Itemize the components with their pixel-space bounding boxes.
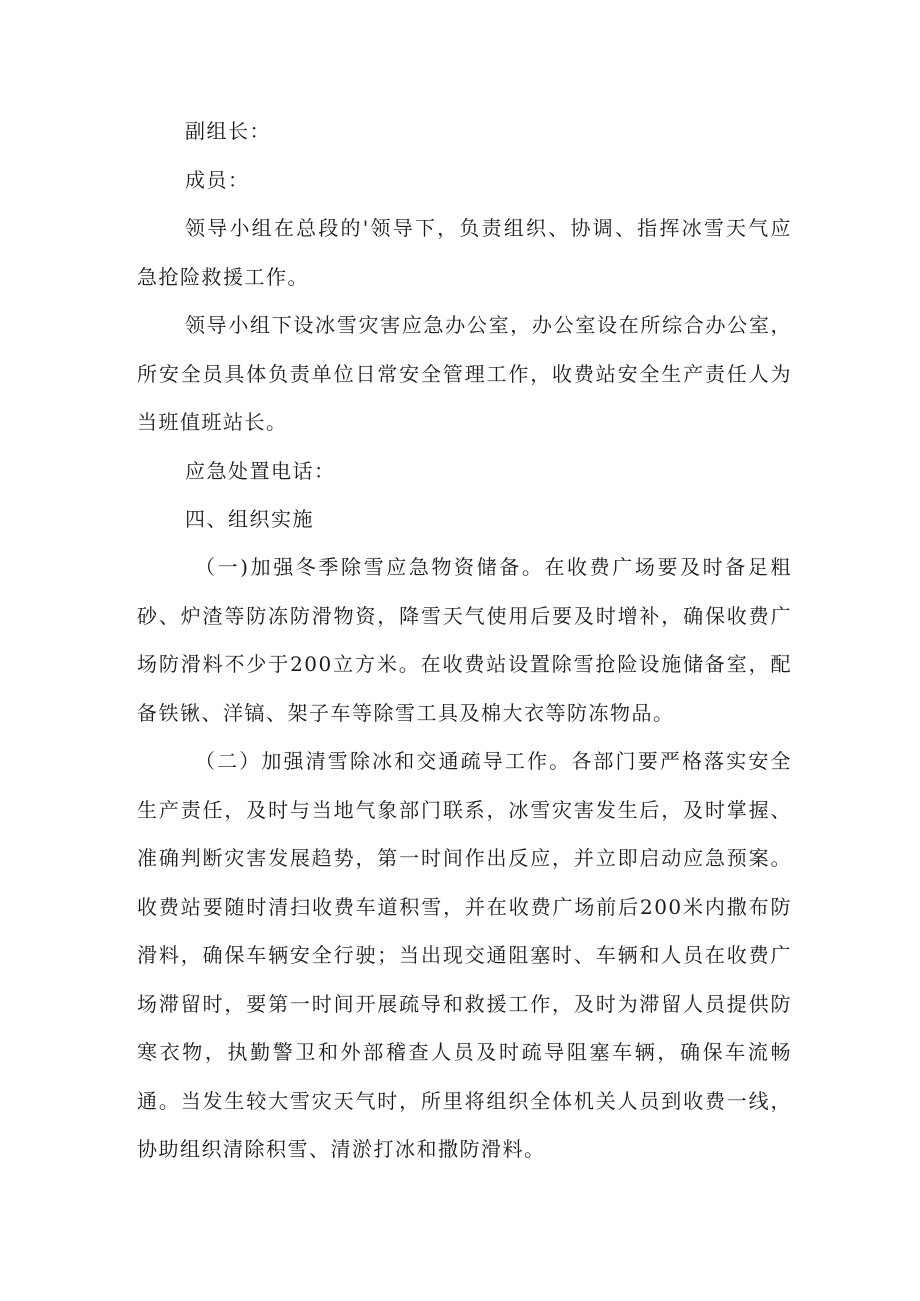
paragraph-members: 成员：: [185, 168, 250, 192]
paragraph-material-reserve: （一)加强冬季除雪应急物资储备。在收费广场要及时备足粗砂、炉渣等防冻防滑物资，降雪天气使用后要及时增补，确保收费广场防滑料不少于200立方米。在收费站设置除雪抢险设施储备室，配备铁锹、洋镐、架子车等除雪工具及棉大衣等防冻物品。: [137, 555, 792, 725]
paragraph-snow-clearing: （二）加强清雪除冰和交通疏导工作。各部门要严格落实安全生产责任，及时与当地气象部门联系，冰雪灾害发生后，及时掌握、准确判断灾害发展趋势，第一时间作出反应，并立即启动应急预案。收费站要随时清扫收费车道积雪，并在收费广场前后200米内撒布防滑料，确保车辆安全行驶；当出现交通阻塞时、车辆和人员在收费广场滞留时，要第一时间开展疏导和救援工作，及时为滞留人员提供防寒衣物，执勤警卫和外部稽查人员及时疏导阻塞车辆，确保车流畅通。当发生较大雪灾天气时，所里将组织全体机关人员到收费一线，协助组织清除积雪、清淤打冰和撒防滑料。: [137, 749, 792, 1161]
paragraph-office-setup: 领导小组下设冰雪灾害应急办公室，办公室设在所综合办公室，所安全员具体负责单位日常安全管理工作，收费站安全生产责任人为当班值班站长。: [137, 313, 792, 434]
paragraph-emergency-phone: 应急处置电话：: [185, 459, 336, 483]
paragraph-leadership-duty: 领导小组在总段的'领导下，负责组织、协调、指挥冰雪天气应急抢险救援工作。: [137, 216, 792, 289]
section-heading-implementation: 四、组织实施: [185, 507, 314, 531]
paragraph-deputy-leader: 副组长：: [185, 119, 271, 143]
